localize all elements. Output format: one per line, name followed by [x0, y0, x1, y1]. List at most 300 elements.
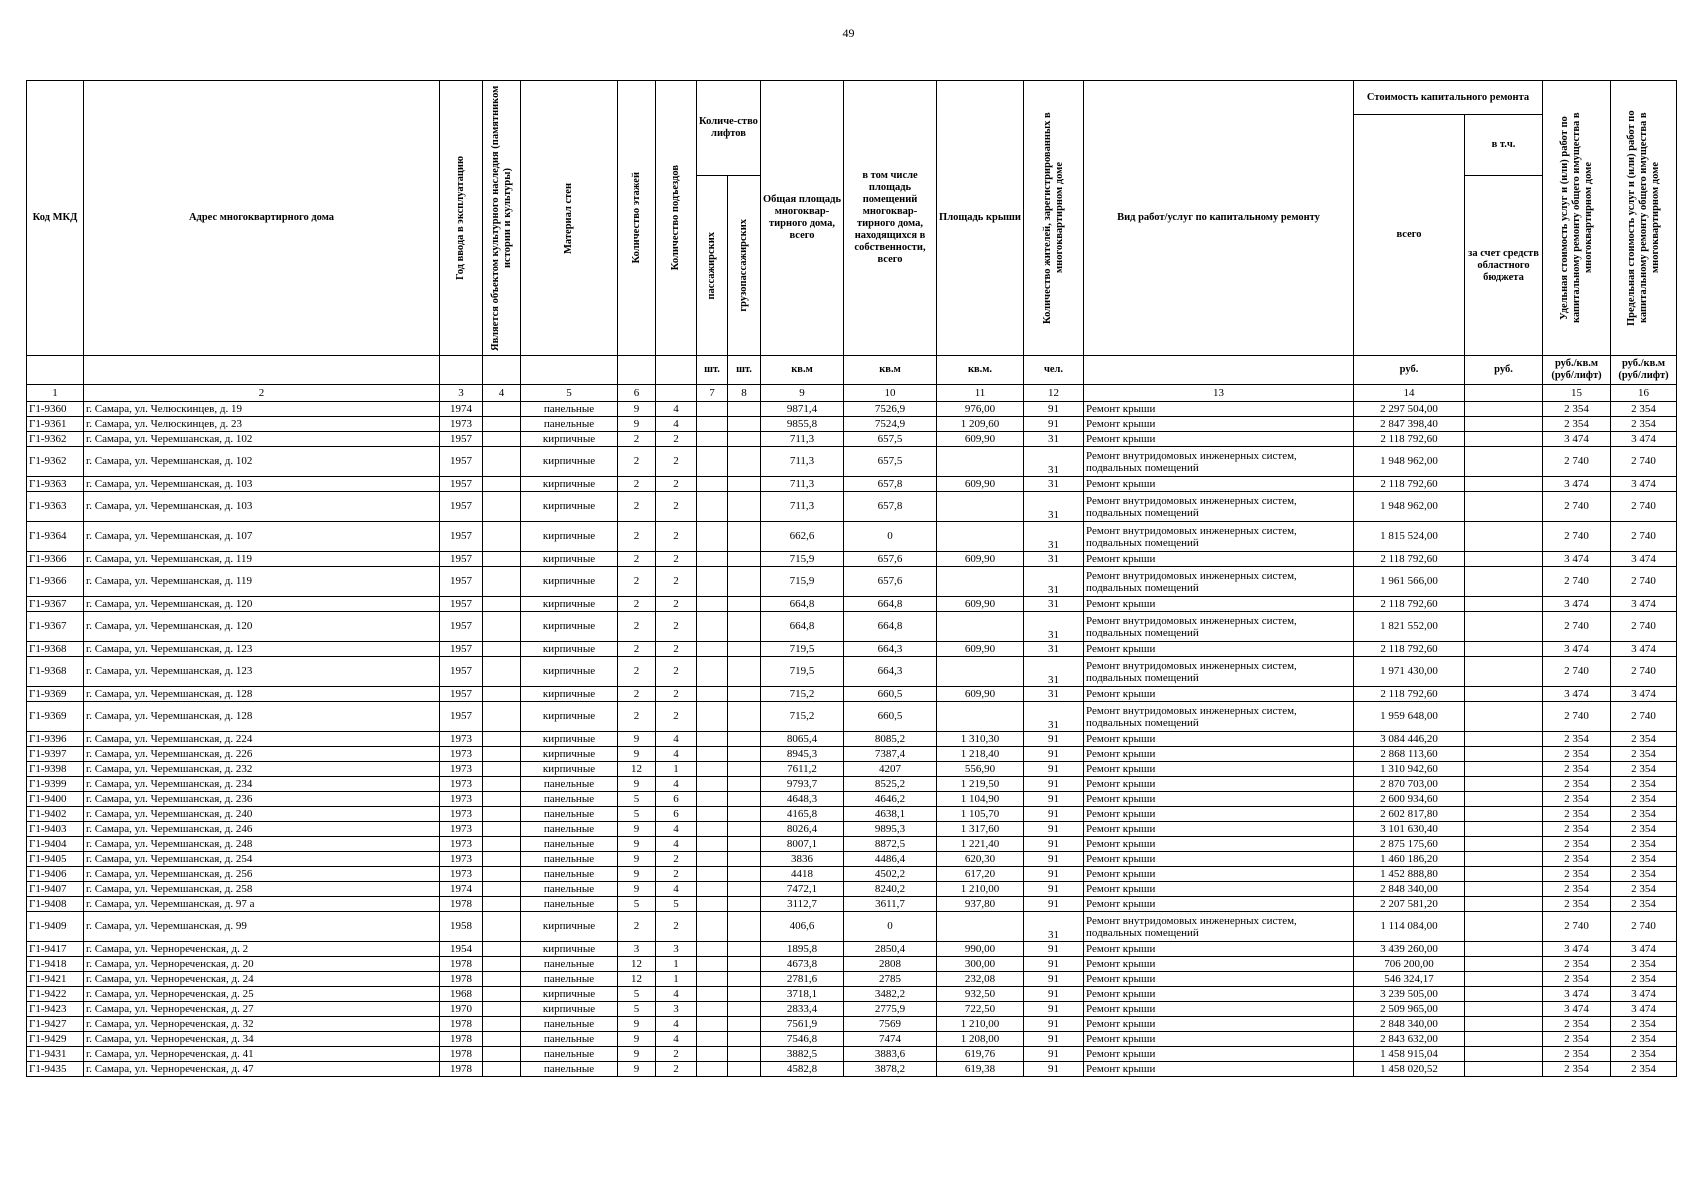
cell-work-type: Ремонт крыши	[1084, 402, 1354, 417]
cell-area-total: 8026,4	[761, 822, 844, 837]
cell-work-type: Ремонт крыши	[1084, 552, 1354, 567]
cell-residents: 91	[1024, 882, 1084, 897]
cell-area-owned: 8525,2	[844, 777, 937, 792]
cell-cost-regional	[1465, 867, 1543, 882]
table-row	[27, 987, 1677, 1002]
cell-area-total: 4673,8	[761, 957, 844, 972]
table-row	[27, 1062, 1677, 1077]
cell-entrances: 2	[656, 1047, 697, 1062]
cell-year: 1973	[440, 867, 483, 882]
cell-area-owned: 660,5	[844, 687, 937, 702]
cell-lifts-cargo	[728, 852, 761, 867]
cell-limit-cost: 3 474	[1611, 687, 1677, 702]
cell-year: 1957	[440, 492, 483, 522]
cell-unit-cost: 2 354	[1543, 417, 1611, 432]
cell-lifts-pass	[697, 807, 728, 822]
cell-roof-area: 1 317,60	[937, 822, 1024, 837]
cell-address: г. Самара, ул. Черемшанская, д. 234	[84, 777, 440, 792]
cell-kod: Г1-9369	[27, 687, 84, 702]
cell-work-type: Ремонт крыши	[1084, 987, 1354, 1002]
table-row	[27, 492, 1677, 522]
table-row	[27, 747, 1677, 762]
header-area-owned: в том числе площадь помещений многоквар-тирного дома, находящихся в собственности, всего	[844, 81, 937, 356]
capital-repair-table-wrapper	[26, 80, 1676, 1077]
cell-unit-cost: 3 474	[1543, 687, 1611, 702]
cell-limit-cost: 2 354	[1611, 882, 1677, 897]
cell-limit-cost: 3 474	[1611, 987, 1677, 1002]
cell-cost-total: 2 118 792,60	[1354, 687, 1465, 702]
cell-kod: Г1-9366	[27, 552, 84, 567]
cell-area-total: 715,9	[761, 552, 844, 567]
page-number: 49	[842, 26, 855, 40]
cell-address: г. Самара, ул. Чернореченская, д. 41	[84, 1047, 440, 1062]
cell-year: 1954	[440, 942, 483, 957]
cell-material: панельные	[521, 777, 618, 792]
cell-material: панельные	[521, 1017, 618, 1032]
cell-limit-cost: 2 740	[1611, 447, 1677, 477]
cell-cost-total: 1 948 962,00	[1354, 447, 1465, 477]
cell-entrances: 2	[656, 867, 697, 882]
cell-lifts-cargo	[728, 687, 761, 702]
cell-material: панельные	[521, 897, 618, 912]
cell-lifts-cargo	[728, 477, 761, 492]
cell-heritage	[483, 1002, 521, 1017]
cell-area-owned: 664,3	[844, 657, 937, 687]
unit-cell: кв.м	[844, 356, 937, 385]
cell-work-type: Ремонт внутридомовых инженерных систем, подвальных помещений	[1084, 702, 1354, 732]
cell-work-type: Ремонт крыши	[1084, 867, 1354, 882]
cell-work-type: Ремонт внутридомовых инженерных систем, подвальных помещений	[1084, 657, 1354, 687]
cell-area-total: 3882,5	[761, 1047, 844, 1062]
cell-area-owned: 664,3	[844, 642, 937, 657]
cell-material: кирпичные	[521, 702, 618, 732]
header-area-total: Общая площадь многоквар-тирного дома, всего	[761, 81, 844, 356]
cell-address: г. Самара, ул. Черемшанская, д. 240	[84, 807, 440, 822]
cell-kod: Г1-9368	[27, 642, 84, 657]
table-row	[27, 1047, 1677, 1062]
cell-area-total: 1895,8	[761, 942, 844, 957]
cell-limit-cost: 2 740	[1611, 702, 1677, 732]
header-address: Адрес многоквартирного дома	[84, 81, 440, 356]
cell-area-total: 711,3	[761, 492, 844, 522]
table-row	[27, 687, 1677, 702]
cell-work-type: Ремонт крыши	[1084, 687, 1354, 702]
cell-work-type: Ремонт крыши	[1084, 1047, 1354, 1062]
cell-year: 1957	[440, 552, 483, 567]
cell-lifts-pass	[697, 747, 728, 762]
cell-limit-cost: 2 354	[1611, 417, 1677, 432]
cell-area-owned: 4207	[844, 762, 937, 777]
cell-floors: 9	[618, 402, 656, 417]
cell-kod: Г1-9405	[27, 852, 84, 867]
cell-work-type: Ремонт крыши	[1084, 942, 1354, 957]
cell-address: г. Самара, ул. Черемшанская, д. 119	[84, 567, 440, 597]
cell-limit-cost: 3 474	[1611, 597, 1677, 612]
cell-lifts-cargo	[728, 867, 761, 882]
cell-year: 1957	[440, 657, 483, 687]
cell-kod: Г1-9403	[27, 822, 84, 837]
cell-material: панельные	[521, 792, 618, 807]
cell-area-owned: 3878,2	[844, 1062, 937, 1077]
cell-roof-area: 609,90	[937, 552, 1024, 567]
capital-repair-table	[26, 80, 1677, 1077]
header-lifts-cargo: грузопассажирских	[728, 176, 761, 356]
cell-floors: 2	[618, 642, 656, 657]
cell-material: кирпичные	[521, 567, 618, 597]
cell-roof-area: 1 219,50	[937, 777, 1024, 792]
cell-area-owned: 3883,6	[844, 1047, 937, 1062]
cell-area-owned: 9895,3	[844, 822, 937, 837]
cell-lifts-cargo	[728, 1047, 761, 1062]
header-lifts-pass: пассажирских	[697, 176, 728, 356]
cell-address: г. Самара, ул. Чернореченская, д. 2	[84, 942, 440, 957]
cell-residents: 31	[1024, 432, 1084, 447]
cell-roof-area: 1 210,00	[937, 1017, 1024, 1032]
cell-cost-regional	[1465, 957, 1543, 972]
cell-area-total: 711,3	[761, 432, 844, 447]
cell-lifts-cargo	[728, 882, 761, 897]
cell-floors: 12	[618, 972, 656, 987]
cell-lifts-cargo	[728, 807, 761, 822]
cell-roof-area: 609,90	[937, 477, 1024, 492]
cell-work-type: Ремонт крыши	[1084, 792, 1354, 807]
cell-unit-cost: 2 354	[1543, 1047, 1611, 1062]
cell-unit-cost: 2 354	[1543, 1017, 1611, 1032]
cell-area-owned: 2808	[844, 957, 937, 972]
cell-lifts-cargo	[728, 777, 761, 792]
cell-unit-cost: 2 354	[1543, 972, 1611, 987]
cell-lifts-pass	[697, 687, 728, 702]
cell-roof-area: 1 310,30	[937, 732, 1024, 747]
cell-heritage	[483, 807, 521, 822]
cell-entrances: 2	[656, 912, 697, 942]
cell-cost-regional	[1465, 897, 1543, 912]
cell-work-type: Ремонт внутридомовых инженерных систем, подвальных помещений	[1084, 522, 1354, 552]
unit-cell: руб.	[1354, 356, 1465, 385]
cell-kod: Г1-9422	[27, 987, 84, 1002]
cell-cost-total: 2 297 504,00	[1354, 402, 1465, 417]
table-row	[27, 972, 1677, 987]
cell-area-total: 8007,1	[761, 837, 844, 852]
header-limit-cost: Предельная стоимость услуг и (или) работ по капитальному ремонту общего имущества в многоквартирном доме	[1611, 81, 1677, 356]
table-row	[27, 642, 1677, 657]
cell-heritage	[483, 702, 521, 732]
cell-limit-cost: 2 354	[1611, 732, 1677, 747]
header-material: Материал стен	[521, 81, 618, 356]
cell-heritage	[483, 762, 521, 777]
column-numbers-row	[27, 385, 1677, 402]
cell-year: 1978	[440, 972, 483, 987]
cell-cost-regional	[1465, 837, 1543, 852]
cell-heritage	[483, 687, 521, 702]
cell-unit-cost: 2 740	[1543, 702, 1611, 732]
cell-heritage	[483, 897, 521, 912]
cell-material: панельные	[521, 807, 618, 822]
cell-lifts-pass	[697, 867, 728, 882]
col-number: 14	[1354, 385, 1465, 402]
cell-lifts-pass	[697, 942, 728, 957]
cell-year: 1957	[440, 447, 483, 477]
cell-area-total: 3718,1	[761, 987, 844, 1002]
cell-lifts-cargo	[728, 912, 761, 942]
cell-lifts-cargo	[728, 732, 761, 747]
cell-roof-area: 1 218,40	[937, 747, 1024, 762]
header-unit-cost: Удельная стоимость услуг и (или) работ по капитальному ремонту общего имущества в многоквартирном доме	[1543, 81, 1611, 356]
cell-work-type: Ремонт крыши	[1084, 777, 1354, 792]
cell-material: кирпичные	[521, 597, 618, 612]
cell-material: кирпичные	[521, 762, 618, 777]
cell-lifts-pass	[697, 567, 728, 597]
cell-unit-cost: 3 474	[1543, 942, 1611, 957]
cell-limit-cost: 2 740	[1611, 567, 1677, 597]
cell-unit-cost: 2 354	[1543, 852, 1611, 867]
cell-cost-total: 3 439 260,00	[1354, 942, 1465, 957]
cell-lifts-pass	[697, 552, 728, 567]
cell-unit-cost: 2 740	[1543, 567, 1611, 597]
cell-lifts-cargo	[728, 657, 761, 687]
cell-cost-total: 1 961 566,00	[1354, 567, 1465, 597]
cell-cost-total: 2 848 340,00	[1354, 1017, 1465, 1032]
cell-work-type: Ремонт крыши	[1084, 642, 1354, 657]
cell-lifts-pass	[697, 972, 728, 987]
cell-work-type: Ремонт крыши	[1084, 957, 1354, 972]
header-kod: Код МКД	[27, 81, 84, 356]
cell-cost-total: 3 084 446,20	[1354, 732, 1465, 747]
cell-area-owned: 657,6	[844, 567, 937, 597]
cell-material: кирпичные	[521, 657, 618, 687]
cell-residents: 31	[1024, 567, 1084, 597]
cell-unit-cost: 2 740	[1543, 447, 1611, 477]
cell-residents: 91	[1024, 972, 1084, 987]
cell-limit-cost: 2 740	[1611, 657, 1677, 687]
cell-cost-total: 1 815 524,00	[1354, 522, 1465, 552]
col-number: 11	[937, 385, 1024, 402]
cell-lifts-pass	[697, 852, 728, 867]
col-number: 2	[84, 385, 440, 402]
col-number: 15	[1543, 385, 1611, 402]
cell-heritage	[483, 777, 521, 792]
cell-lifts-cargo	[728, 837, 761, 852]
cell-lifts-pass	[697, 987, 728, 1002]
cell-address: г. Самара, ул. Черемшанская, д. 258	[84, 882, 440, 897]
col-number: 5	[521, 385, 618, 402]
cell-floors: 2	[618, 597, 656, 612]
cell-year: 1957	[440, 522, 483, 552]
cell-limit-cost: 2 354	[1611, 897, 1677, 912]
col-number: 12	[1024, 385, 1084, 402]
cell-cost-regional	[1465, 1062, 1543, 1077]
cell-lifts-pass	[697, 447, 728, 477]
cell-unit-cost: 3 474	[1543, 432, 1611, 447]
cell-address: г. Самара, ул. Черемшанская, д. 97 а	[84, 897, 440, 912]
header-cost-regional: за счет средств областного бюджета	[1465, 176, 1543, 356]
cell-lifts-pass	[697, 897, 728, 912]
cell-address: г. Самара, ул. Черемшанская, д. 236	[84, 792, 440, 807]
cell-lifts-cargo	[728, 1002, 761, 1017]
cell-year: 1957	[440, 702, 483, 732]
cell-lifts-cargo	[728, 492, 761, 522]
cell-cost-regional	[1465, 447, 1543, 477]
cell-limit-cost: 2 740	[1611, 912, 1677, 942]
cell-area-total: 2781,6	[761, 972, 844, 987]
cell-unit-cost: 2 740	[1543, 657, 1611, 687]
cell-kod: Г1-9398	[27, 762, 84, 777]
table-row	[27, 852, 1677, 867]
cell-work-type: Ремонт крыши	[1084, 597, 1354, 612]
cell-area-total: 715,2	[761, 687, 844, 702]
unit-cell: кв.м	[761, 356, 844, 385]
cell-cost-regional	[1465, 912, 1543, 942]
table-body	[27, 402, 1677, 1077]
cell-address: г. Самара, ул. Черемшанская, д. 102	[84, 447, 440, 477]
cell-material: панельные	[521, 837, 618, 852]
cell-work-type: Ремонт крыши	[1084, 1032, 1354, 1047]
cell-kod: Г1-9397	[27, 747, 84, 762]
cell-area-total: 711,3	[761, 477, 844, 492]
table-row	[27, 702, 1677, 732]
cell-roof-area	[937, 612, 1024, 642]
cell-floors: 2	[618, 567, 656, 597]
cell-roof-area: 1 105,70	[937, 807, 1024, 822]
cell-address: г. Самара, ул. Черемшанская, д. 226	[84, 747, 440, 762]
cell-area-total: 7472,1	[761, 882, 844, 897]
cell-address: г. Самара, ул. Черемшанская, д. 120	[84, 612, 440, 642]
cell-cost-total: 2 118 792,60	[1354, 642, 1465, 657]
cell-material: кирпичные	[521, 642, 618, 657]
cell-year: 1978	[440, 1062, 483, 1077]
cell-heritage	[483, 1062, 521, 1077]
cell-residents: 91	[1024, 822, 1084, 837]
cell-limit-cost: 3 474	[1611, 477, 1677, 492]
cell-work-type: Ремонт крыши	[1084, 732, 1354, 747]
cell-entrances: 4	[656, 837, 697, 852]
cell-kod: Г1-9367	[27, 597, 84, 612]
cell-limit-cost: 2 354	[1611, 852, 1677, 867]
cell-year: 1957	[440, 567, 483, 597]
cell-cost-regional	[1465, 822, 1543, 837]
cell-year: 1973	[440, 777, 483, 792]
cell-address: г. Самара, ул. Черемшанская, д. 123	[84, 642, 440, 657]
cell-cost-regional	[1465, 432, 1543, 447]
cell-kod: Г1-9402	[27, 807, 84, 822]
cell-cost-regional	[1465, 477, 1543, 492]
cell-work-type: Ремонт крыши	[1084, 432, 1354, 447]
cell-year: 1970	[440, 1002, 483, 1017]
cell-roof-area	[937, 492, 1024, 522]
cell-floors: 5	[618, 987, 656, 1002]
cell-heritage	[483, 612, 521, 642]
cell-material: панельные	[521, 867, 618, 882]
cell-lifts-pass	[697, 612, 728, 642]
cell-unit-cost: 3 474	[1543, 597, 1611, 612]
cell-heritage	[483, 987, 521, 1002]
cell-residents: 31	[1024, 657, 1084, 687]
cell-work-type: Ремонт внутридомовых инженерных систем, подвальных помещений	[1084, 447, 1354, 477]
header-cost-incl: в т.ч.	[1465, 115, 1543, 176]
cell-roof-area: 619,76	[937, 1047, 1024, 1062]
cell-entrances: 2	[656, 522, 697, 552]
cell-entrances: 4	[656, 732, 697, 747]
cell-entrances: 2	[656, 432, 697, 447]
cell-residents: 91	[1024, 762, 1084, 777]
cell-cost-total: 2 118 792,60	[1354, 597, 1465, 612]
cell-unit-cost: 2 354	[1543, 792, 1611, 807]
cell-lifts-cargo	[728, 597, 761, 612]
cell-limit-cost: 3 474	[1611, 552, 1677, 567]
cell-area-owned: 7387,4	[844, 747, 937, 762]
cell-work-type: Ремонт внутридомовых инженерных систем, подвальных помещений	[1084, 912, 1354, 942]
table-row	[27, 657, 1677, 687]
cell-heritage	[483, 552, 521, 567]
cell-lifts-pass	[697, 762, 728, 777]
cell-roof-area: 976,00	[937, 402, 1024, 417]
cell-heritage	[483, 657, 521, 687]
cell-address: г. Самара, ул. Чернореченская, д. 25	[84, 987, 440, 1002]
cell-address: г. Самара, ул. Черемшанская, д. 107	[84, 522, 440, 552]
cell-area-owned: 664,8	[844, 597, 937, 612]
cell-area-owned: 657,5	[844, 447, 937, 477]
cell-unit-cost: 2 740	[1543, 912, 1611, 942]
cell-address: г. Самара, ул. Черемшанская, д. 248	[84, 837, 440, 852]
cell-residents: 31	[1024, 492, 1084, 522]
cell-lifts-pass	[697, 1047, 728, 1062]
cell-heritage	[483, 972, 521, 987]
cell-lifts-cargo	[728, 417, 761, 432]
cell-cost-regional	[1465, 657, 1543, 687]
cell-kod: Г1-9408	[27, 897, 84, 912]
cell-entrances: 2	[656, 552, 697, 567]
cell-kod: Г1-9409	[27, 912, 84, 942]
cell-residents: 91	[1024, 957, 1084, 972]
cell-cost-regional	[1465, 567, 1543, 597]
cell-cost-regional	[1465, 987, 1543, 1002]
cell-area-total: 4165,8	[761, 807, 844, 822]
header-roof-area: Площадь крыши	[937, 81, 1024, 356]
cell-entrances: 2	[656, 612, 697, 642]
cell-address: г. Самара, ул. Черемшанская, д. 128	[84, 687, 440, 702]
cell-lifts-pass	[697, 597, 728, 612]
cell-floors: 2	[618, 477, 656, 492]
cell-address: г. Самара, ул. Черемшанская, д. 224	[84, 732, 440, 747]
table-row	[27, 1017, 1677, 1032]
cell-address: г. Самара, ул. Черемшанская, д. 119	[84, 552, 440, 567]
cell-lifts-pass	[697, 837, 728, 852]
cell-address: г. Самара, ул. Чернореченская, д. 32	[84, 1017, 440, 1032]
cell-address: г. Самара, ул. Черемшанская, д. 246	[84, 822, 440, 837]
cell-floors: 9	[618, 777, 656, 792]
cell-area-total: 4582,8	[761, 1062, 844, 1077]
cell-work-type: Ремонт крыши	[1084, 807, 1354, 822]
cell-entrances: 3	[656, 942, 697, 957]
table-row	[27, 807, 1677, 822]
cell-lifts-pass	[697, 477, 728, 492]
cell-work-type: Ремонт крыши	[1084, 882, 1354, 897]
cell-year: 1957	[440, 642, 483, 657]
cell-floors: 2	[618, 447, 656, 477]
cell-cost-regional	[1465, 732, 1543, 747]
cell-lifts-pass	[697, 417, 728, 432]
cell-lifts-cargo	[728, 432, 761, 447]
cell-area-total: 4418	[761, 867, 844, 882]
cell-material: панельные	[521, 1062, 618, 1077]
unit-cell: руб./кв.м (руб/лифт)	[1543, 356, 1611, 385]
cell-address: г. Самара, ул. Чернореченская, д. 47	[84, 1062, 440, 1077]
cell-cost-total: 2 847 398,40	[1354, 417, 1465, 432]
cell-floors: 9	[618, 747, 656, 762]
cell-kod: Г1-9435	[27, 1062, 84, 1077]
cell-kod: Г1-9431	[27, 1047, 84, 1062]
cell-limit-cost: 3 474	[1611, 642, 1677, 657]
